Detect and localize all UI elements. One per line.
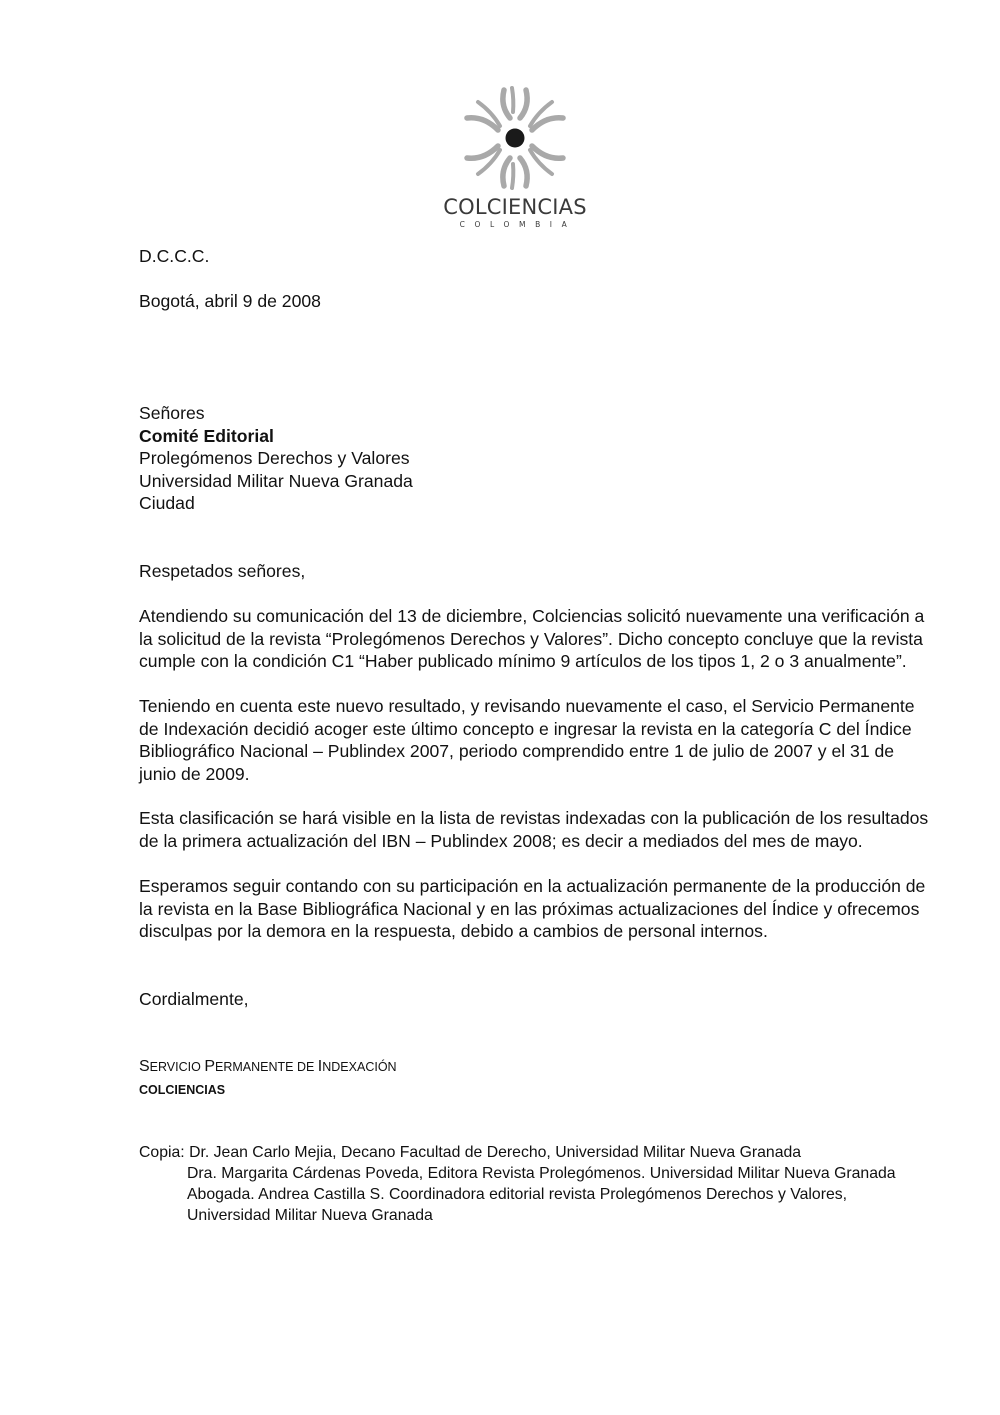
- recipient-committee: Comité Editorial: [139, 426, 274, 446]
- logo-subtitle: COLOMBIA: [459, 220, 577, 229]
- reference-code: D.C.C.C.: [139, 246, 210, 266]
- paragraph-line: de Indexación decidió acoger este último concepto e ingresar la revista en la categoría C del Índice: [139, 718, 912, 739]
- recipient-journal: Prolegómenos Derechos y Valores: [139, 448, 410, 468]
- copies-recipient: Abogada. Andrea Castilla S. Coordinadora editorial revista Prolegómenos Derechos y Valores,: [187, 1186, 848, 1203]
- paragraph-line: Esperamos seguir contando con su participación en la actualización permanente de la producción de: [139, 876, 926, 896]
- copies-block: [139, 1142, 896, 1226]
- copies-recipient: Universidad Militar Nueva Granada: [187, 1207, 433, 1224]
- copies-label: Copia:: [139, 1144, 190, 1161]
- letterhead-logo: [440, 82, 590, 234]
- signature-org: COLCIENCIAS: [139, 1083, 226, 1097]
- copies-first-row: [139, 1142, 896, 1163]
- signature-unit-rest: ERMANENTE DE: [215, 1060, 318, 1074]
- signature-unit-cap: I: [317, 1058, 323, 1075]
- body-paragraph-4: [139, 875, 926, 943]
- paragraph-line: Teniendo en cuenta este nuevo resultado, y revisando nuevamente el caso, el Servicio Permanente: [139, 696, 915, 716]
- paragraph-line: Atendiendo su comunicación del 13 de diciembre, Colciencias solicitó nuevamente una verificación a: [139, 606, 925, 626]
- date-line: Bogotá, abril 9 de 2008: [139, 291, 321, 311]
- paragraph-line: Esta clasificación se hará visible en la lista de revistas indexadas con la publicación de los resultados: [139, 808, 929, 828]
- paragraph-line: la solicitud de la revista “Prolegómenos Derechos y Valores”. Dicho concepto concluye que la revista: [139, 628, 923, 649]
- copies-recipient: Dr. Jean Carlo Mejia, Decano Facultad de Derecho, Universidad Militar Nueva Granada: [189, 1144, 802, 1161]
- copies-recipient: Dra. Margarita Cárdenas Poveda, Editora Revista Prolegómenos. Universidad Militar Nueva Granada: [187, 1165, 896, 1182]
- paragraph-line: la revista en la Base Bibliográfica Nacional y en las próximas actualizaciones del Índice y ofrecemos: [139, 898, 920, 919]
- recipient-title: Señores: [139, 403, 205, 423]
- closing: Cordialmente,: [139, 989, 249, 1009]
- recipient-city: Ciudad: [139, 493, 195, 513]
- body-paragraph-1: [139, 605, 925, 673]
- signature-unit-rest: ERVICIO: [149, 1060, 205, 1074]
- logo-wordmark: COLCIENCIAS: [443, 195, 587, 219]
- signature-unit: [139, 1057, 397, 1077]
- paragraph-line: disculpas por la demora en la respuesta, debido a cambios de personal internos.: [139, 921, 768, 942]
- body-paragraph-2: [139, 695, 915, 786]
- signature-unit-cap: P: [204, 1058, 215, 1075]
- paragraph-line: Bibliográfico Nacional – Publindex 2007, periodo comprendido entre 1 de julio de 2007 y el 31 de: [139, 741, 895, 762]
- signature-unit-rest: NDEXACIÓN: [322, 1060, 397, 1074]
- paragraph-line: junio de 2009.: [139, 764, 250, 785]
- recipient-institution: Universidad Militar Nueva Granada: [139, 471, 413, 491]
- paragraph-line: cumple con la condición C1 “Haber publicado mínimo 9 artículos de los tipos 1, 2 o 3 anualmente”.: [139, 651, 907, 672]
- greeting: Respetados señores,: [139, 561, 306, 581]
- colciencias-logo-icon: [440, 82, 590, 194]
- paragraph-line: de la primera actualización del IBN – Publindex 2008; es decir a mediados del mes de mayo.: [139, 830, 863, 851]
- body-paragraph-3: [139, 807, 929, 852]
- signature-unit-cap: S: [139, 1058, 150, 1075]
